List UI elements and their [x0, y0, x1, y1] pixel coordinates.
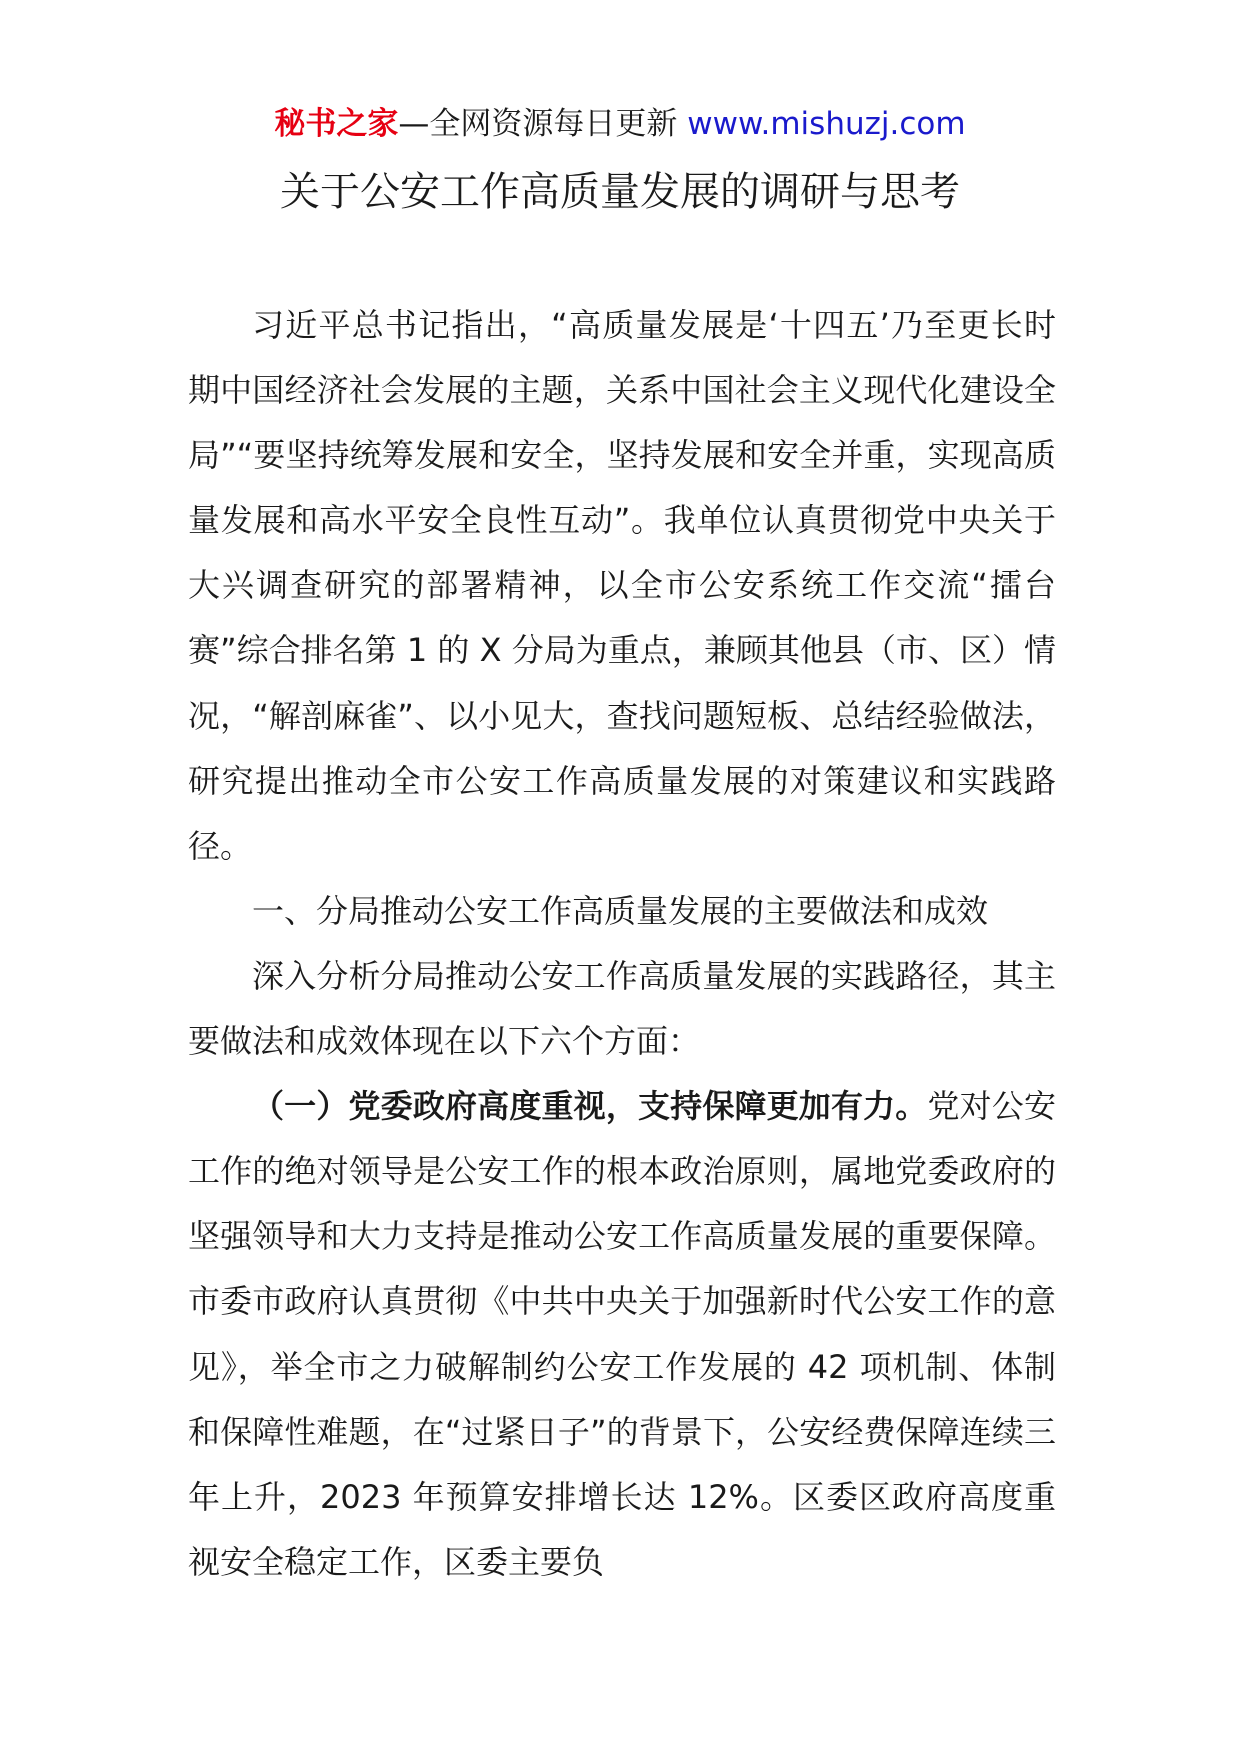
subsection-paragraph-1: [188, 1074, 1056, 1595]
document-title: 关于公安工作高质量发展的调研与思考: [280, 169, 960, 215]
section-heading-1: 一、分局推动公安工作高质量发展的主要做法和成效: [252, 891, 989, 930]
document-body: [188, 293, 1056, 1595]
page-header: [0, 100, 1240, 148]
site-url-link[interactable]: www.mishuzj.com: [687, 106, 966, 142]
intro-paragraph: 习近平总书记指出，“高质量发展是‘十四五’乃至更长时期中国经济社会发展的主题，关系中国社会主义现代化建设全局”“要坚持统筹发展和安全，坚持发展和安全并重，实现高质量发展和高水平安全良性互动”。我单位认真贯彻党中央关于大兴调查研究的部署精神，以全市公安系统工作交流“擂台赛”综合排名第 1 的 X 分局为重点，兼顾其他县（市、区）情况，“解剖麻雀”、以小见大，查找问题短板、总结经验做法，研究提出推动全市公安工作高质量发展的对策建议和实践路径。: [188, 306, 1056, 865]
header-slogan: —全网资源每日更新: [398, 106, 688, 142]
section-intro-paragraph: 深入分析分局推动公安工作高质量发展的实践路径，其主要做法和成效体现在以下六个方面：: [188, 956, 1056, 1061]
subsection-body-1: 党对公安工作的绝对领导是公安工作的根本政治原则，属地党委政府的坚强领导和大力支持是推动公安工作高质量发展的重要保障。市委市政府认真贯彻《中共中央关于加强新时代公安工作的意见》，举全市之力破解制约公安工作发展的 42 项机制、体制和保障性难题，在“过紧日子”的背景下，公安经费保障连续三年上升，2023 年预算安排增长达 12%。区委区政府高度重视安全稳定工作，区委主要负: [188, 1087, 1056, 1581]
brand-name: 秘书之家: [274, 106, 399, 142]
subsection-heading-1: （一）党委政府高度重视，支持保障更加有力。: [252, 1087, 928, 1126]
